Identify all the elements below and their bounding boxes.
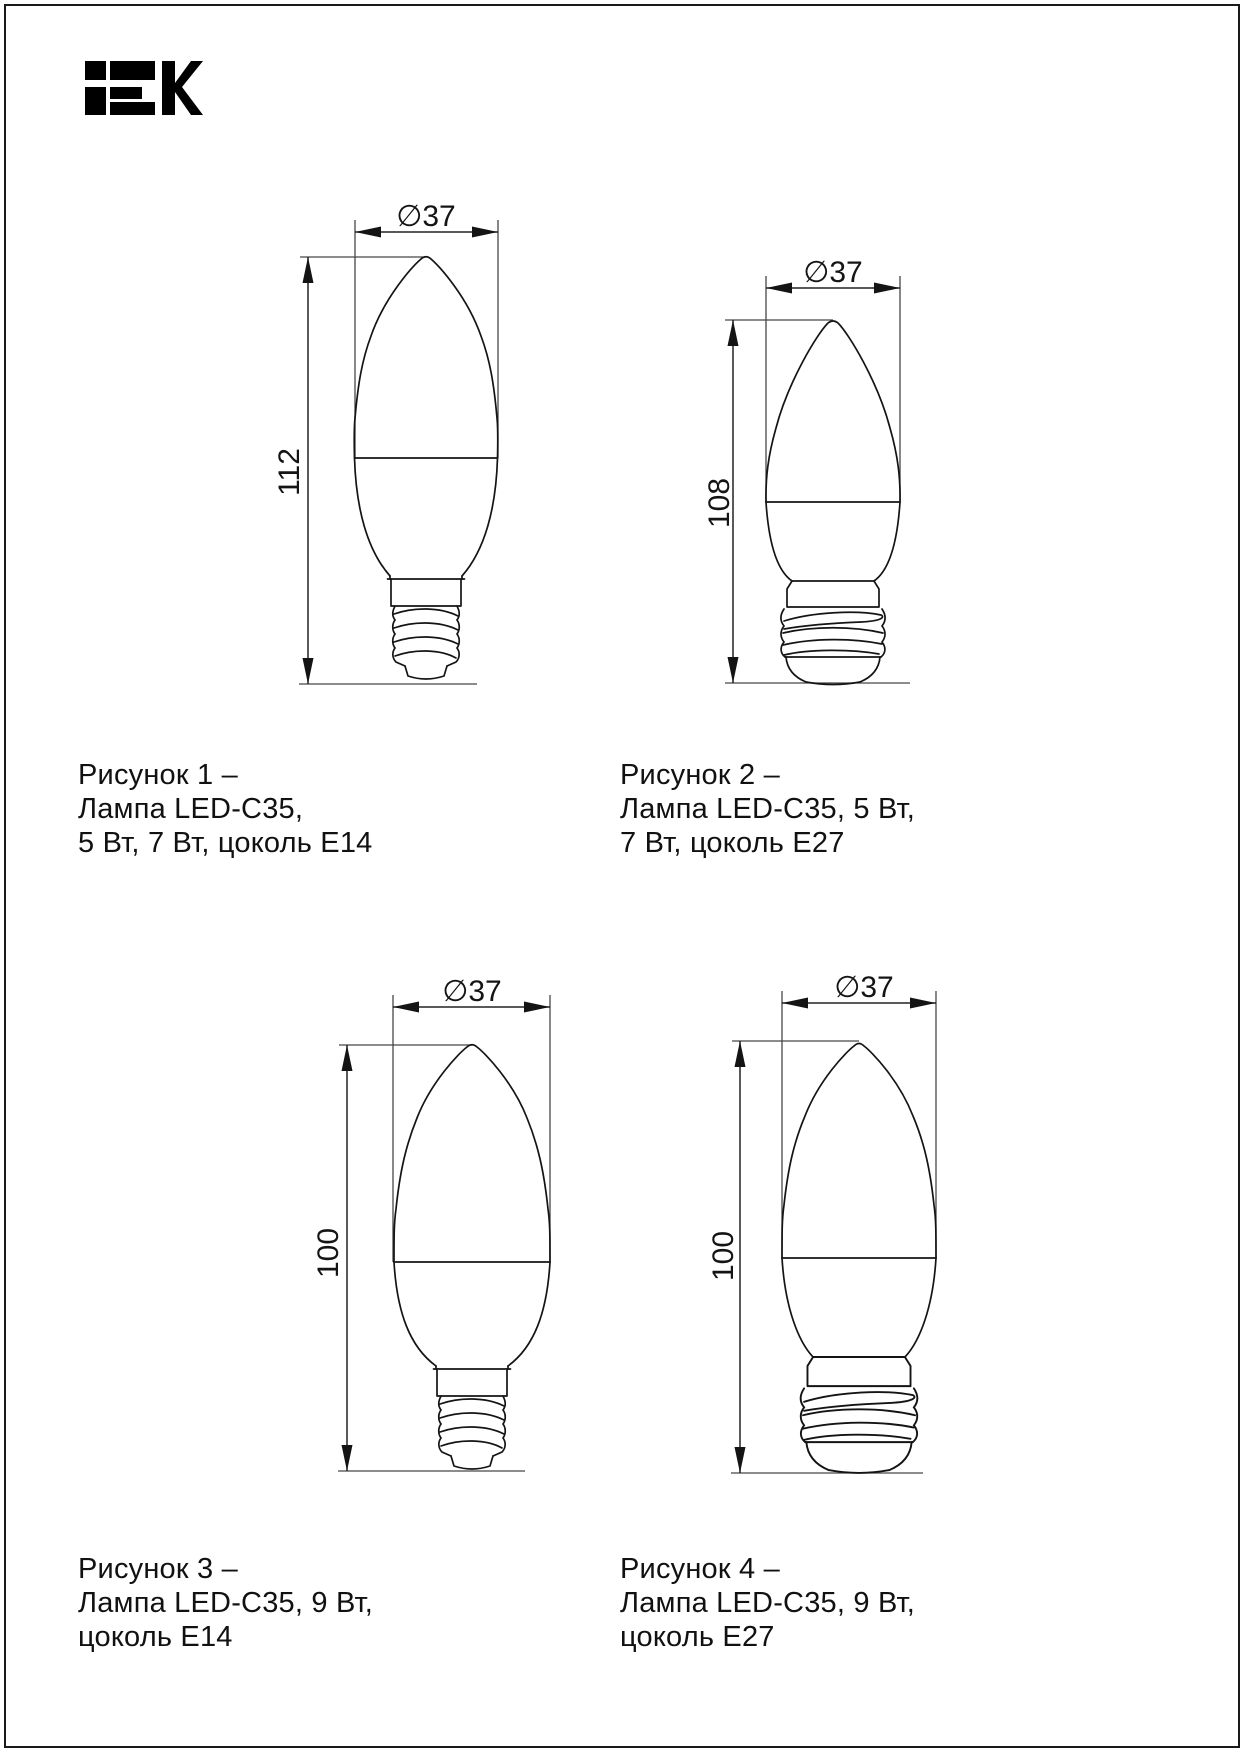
- figure-4-drawing: [705, 965, 950, 1485]
- fig2-height-label: 108: [703, 477, 736, 529]
- caption-line: 5 Вт, 7 Вт, цоколь Е14: [78, 827, 373, 859]
- fig4-e27-base: [801, 1357, 917, 1473]
- caption-line: цоколь Е14: [78, 1621, 233, 1653]
- fig1-diameter-label: ∅37: [396, 200, 456, 233]
- logo-e-mid-bar: [110, 87, 142, 99]
- caption-line: Рисунок 4 –: [620, 1553, 780, 1585]
- logo-e-top-bar: [110, 61, 155, 80]
- fig1-bulb-outline: [354, 257, 498, 679]
- figure-1-drawing: [255, 180, 520, 695]
- fig4-diameter-dimension: [782, 971, 936, 1009]
- fig3-height-label: 100: [312, 1227, 345, 1279]
- fig2-diameter-label: ∅37: [803, 256, 863, 289]
- fig2-diameter-dimension: [766, 256, 900, 294]
- fig2-height-dimension: [703, 320, 739, 683]
- caption-line: Лампа LED-C35, 5 Вт,: [620, 793, 916, 825]
- figure-2-caption: [620, 758, 915, 860]
- fig1-e14-base: [388, 576, 465, 679]
- figure-4-svg: [705, 965, 950, 1485]
- figure-3-drawing: [290, 965, 570, 1485]
- fig2-bulb-outline: [766, 321, 900, 685]
- logo-i-stem: [85, 87, 106, 115]
- fig3-diameter-label: ∅37: [442, 975, 502, 1008]
- fig2-e27-base: [781, 581, 885, 685]
- figure-1-caption: [78, 758, 373, 860]
- fig4-height-label: 100: [707, 1230, 740, 1282]
- fig1-height-dimension: [273, 257, 314, 684]
- caption-line: Рисунок 1 –: [78, 759, 238, 791]
- figure-2-drawing: [695, 250, 930, 695]
- page-border: [4, 4, 1240, 1748]
- caption-line: Рисунок 3 –: [78, 1553, 238, 1585]
- figure-2-svg: [695, 250, 930, 695]
- figure-1-svg: [255, 180, 520, 695]
- fig3-diameter-dimension: [393, 975, 550, 1013]
- caption-line: Рисунок 2 –: [620, 759, 780, 791]
- logo-e-bottom-bar: [110, 102, 155, 115]
- fig3-extension-lines: [338, 995, 550, 1471]
- fig3-height-dimension: [312, 1045, 353, 1471]
- caption-line: цоколь Е27: [620, 1621, 775, 1653]
- logo-k-stem: [162, 61, 175, 115]
- fig4-diameter-label: ∅37: [834, 971, 894, 1004]
- logo-i-dot: [85, 61, 106, 80]
- fig4-bulb-outline: [782, 1044, 936, 1473]
- fig1-diameter-dimension: [355, 200, 498, 238]
- fig3-e14-base: [434, 1366, 511, 1469]
- caption-line: 7 Вт, цоколь Е27: [620, 827, 845, 859]
- fig1-extension-lines: [299, 220, 498, 684]
- figure-3-caption: [78, 1552, 373, 1654]
- fig3-bulb-outline: [394, 1045, 550, 1469]
- caption-line: Лампа LED-C35, 9 Вт,: [620, 1587, 916, 1619]
- fig1-height-label: 112: [273, 448, 306, 496]
- fig4-height-dimension: [707, 1041, 746, 1473]
- iek-logo: [85, 61, 203, 115]
- figure-3-svg: [290, 965, 570, 1485]
- caption-line: Лампа LED-C35,: [78, 793, 304, 825]
- iek-logo-glyphs: [85, 61, 203, 115]
- logo-k-arms: [175, 61, 203, 115]
- caption-line: Лампа LED-C35, 9 Вт,: [78, 1587, 374, 1619]
- figure-4-caption: [620, 1552, 915, 1654]
